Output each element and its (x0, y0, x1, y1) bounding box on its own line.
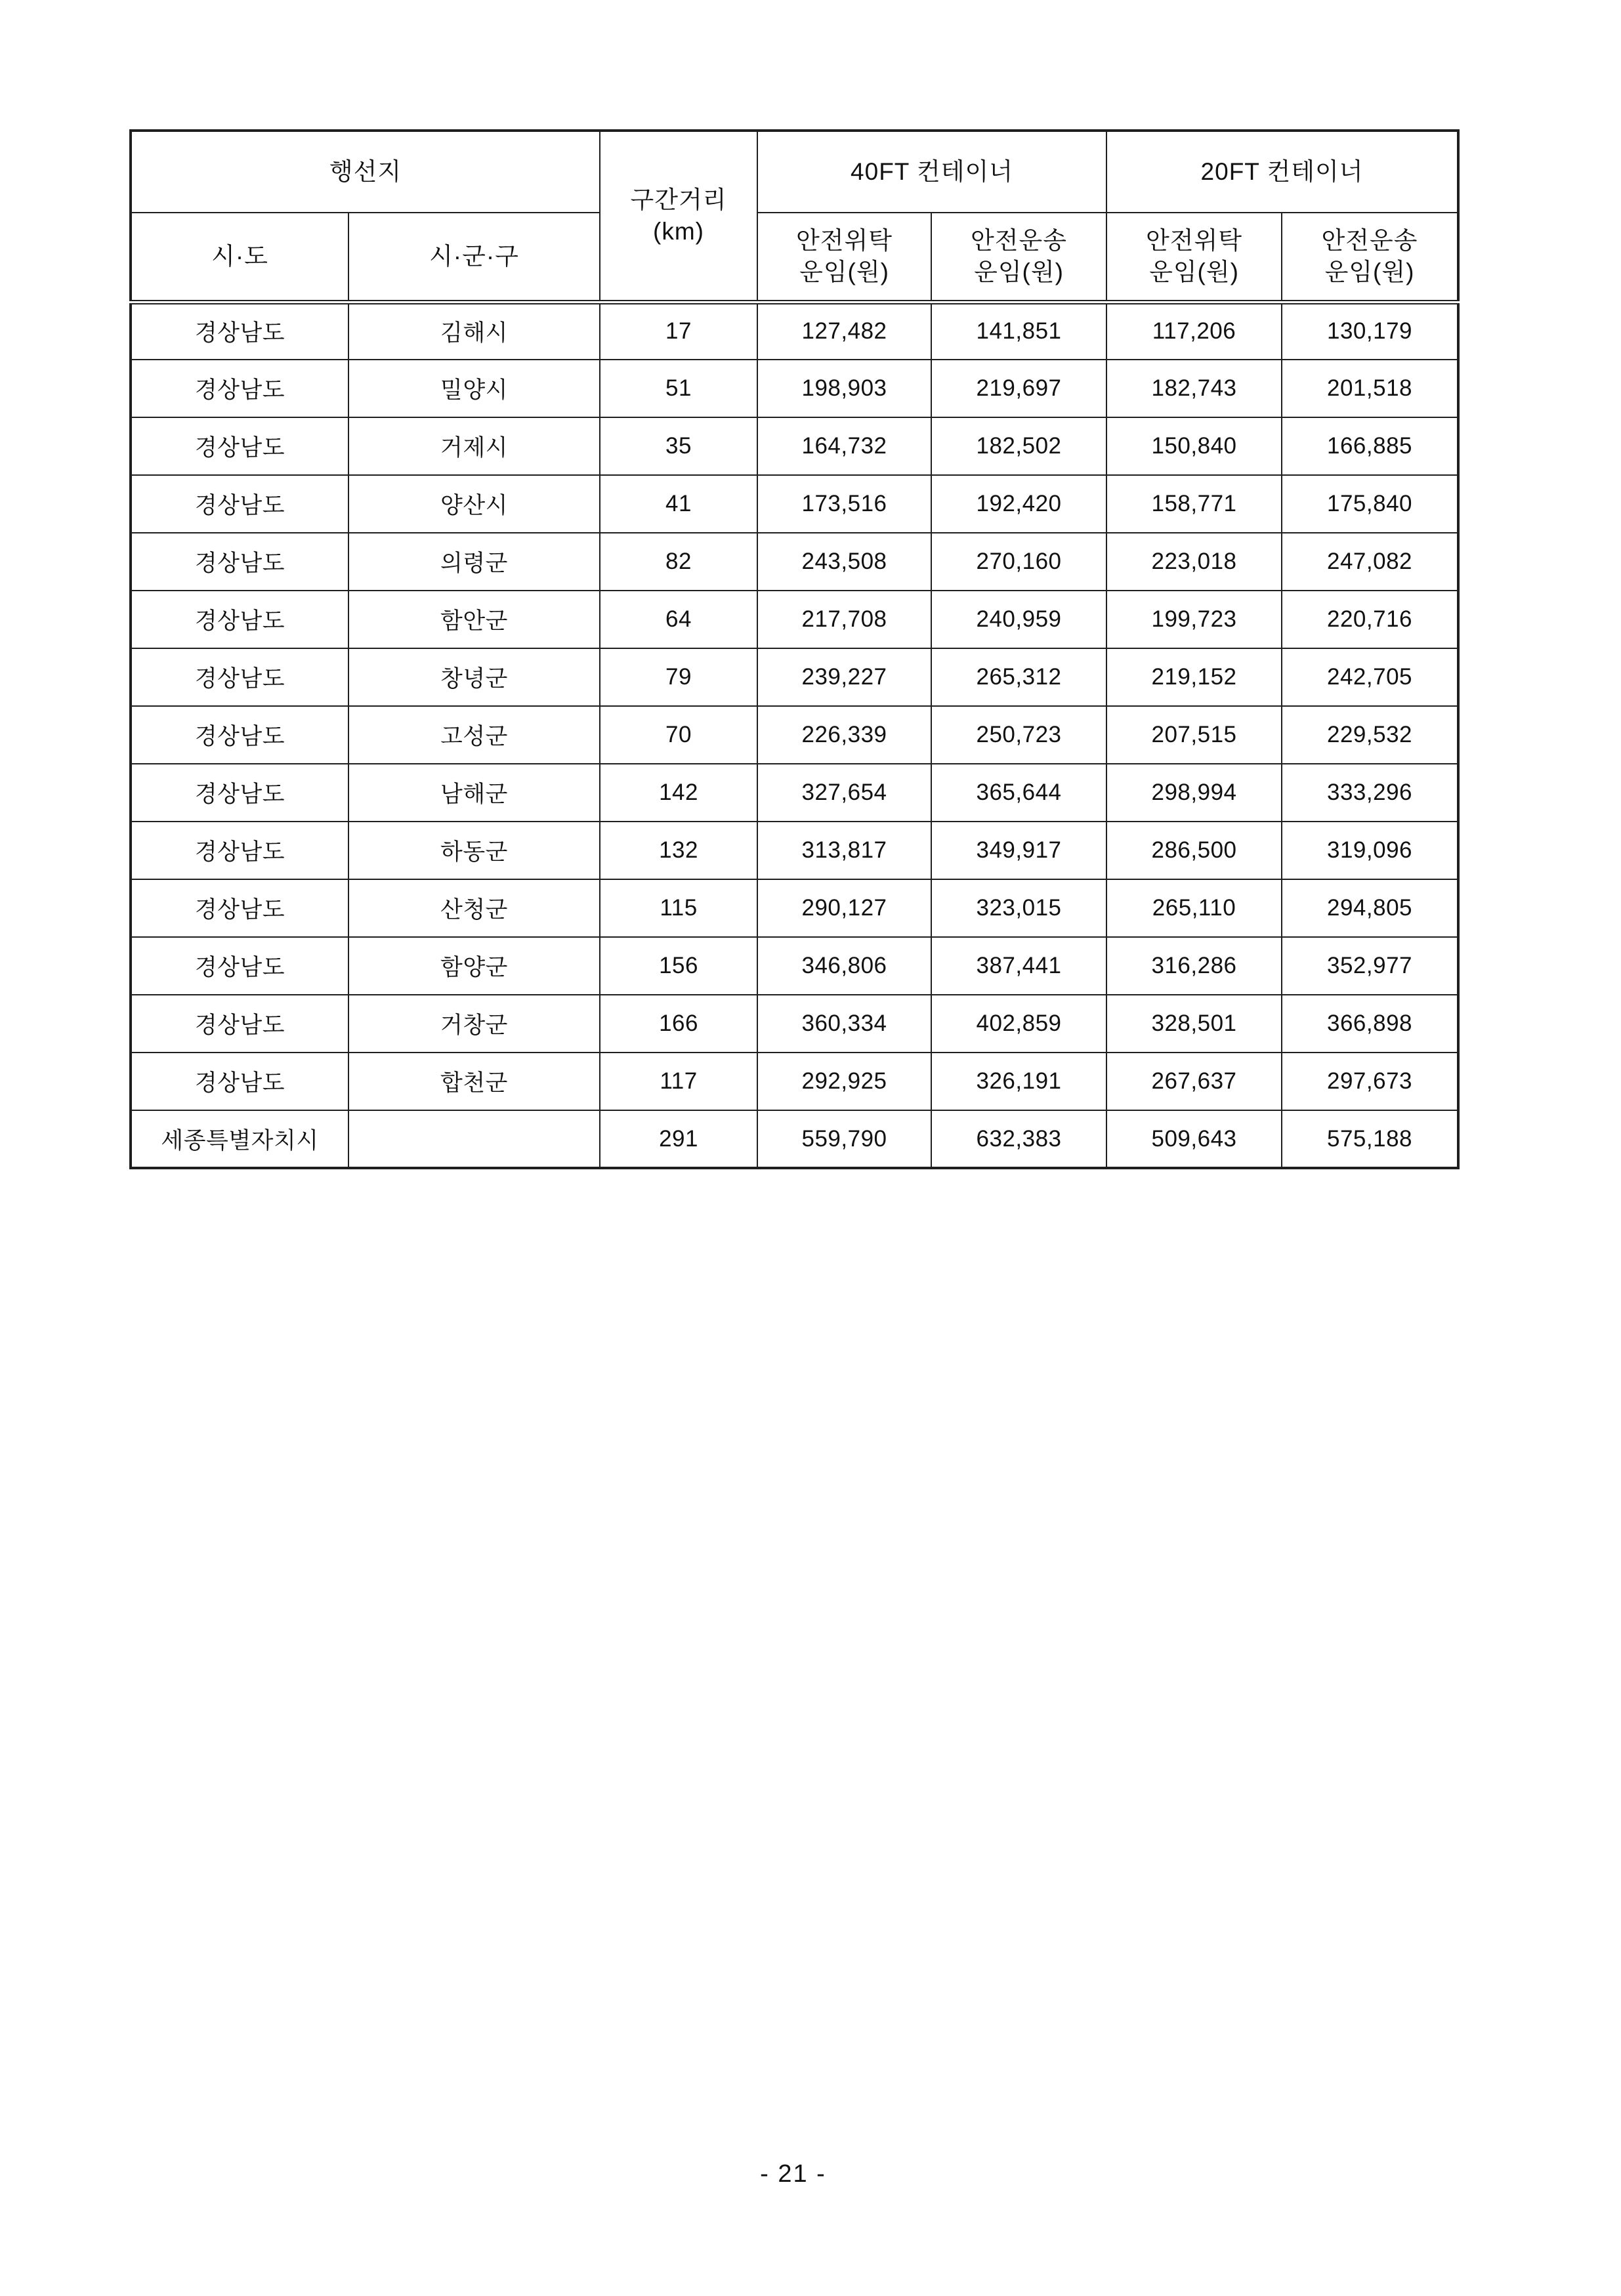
table-cell: 349,917 (931, 822, 1106, 879)
table-cell: 41 (600, 475, 757, 533)
table-cell: 247,082 (1282, 533, 1458, 591)
table-cell: 김해시 (348, 302, 600, 360)
table-cell: 323,015 (931, 879, 1106, 937)
table-cell: 313,817 (757, 822, 931, 879)
table-cell: 173,516 (757, 475, 931, 533)
table-cell (348, 1110, 600, 1168)
table-cell: 242,705 (1282, 648, 1458, 706)
table-cell: 51 (600, 360, 757, 417)
header-20ft-transport-fare (1282, 213, 1458, 302)
table-cell: 166,885 (1282, 417, 1458, 475)
table-cell: 297,673 (1282, 1053, 1458, 1110)
table-cell: 346,806 (757, 937, 931, 995)
table-cell: 158,771 (1106, 475, 1282, 533)
table-cell: 경상남도 (131, 822, 348, 879)
table-cell: 366,898 (1282, 995, 1458, 1053)
table-cell: 327,654 (757, 764, 931, 822)
header-20ft-consign-fare (1106, 213, 1282, 302)
table-cell: 198,903 (757, 360, 931, 417)
fare-header-line2: 운임(원) (1149, 258, 1239, 285)
table-cell: 경상남도 (131, 1053, 348, 1110)
header-distance (600, 131, 757, 302)
table-cell: 세종특별자치시 (131, 1110, 348, 1168)
table-row (131, 706, 1458, 764)
table-cell: 239,227 (757, 648, 931, 706)
table-cell: 298,994 (1106, 764, 1282, 822)
table-cell: 117 (600, 1053, 757, 1110)
table-cell: 333,296 (1282, 764, 1458, 822)
table-cell: 경상남도 (131, 764, 348, 822)
table-row (131, 822, 1458, 879)
table-cell: 합천군 (348, 1053, 600, 1110)
table-cell: 70 (600, 706, 757, 764)
table-cell: 남해군 (348, 764, 600, 822)
table-row (131, 879, 1458, 937)
fare-header-line1: 안전운송 (1321, 226, 1418, 254)
table-cell: 632,383 (931, 1110, 1106, 1168)
table-cell: 창녕군 (348, 648, 600, 706)
table-cell: 156 (600, 937, 757, 995)
table-cell: 127,482 (757, 302, 931, 360)
header-40ft-transport-fare (931, 213, 1106, 302)
table-row (131, 475, 1458, 533)
table-cell: 함안군 (348, 591, 600, 648)
table-row (131, 1110, 1458, 1168)
table-cell: 290,127 (757, 879, 931, 937)
table-cell: 326,191 (931, 1053, 1106, 1110)
table-cell: 243,508 (757, 533, 931, 591)
table-cell: 219,697 (931, 360, 1106, 417)
table-row (131, 937, 1458, 995)
table-cell: 270,160 (931, 533, 1106, 591)
table-cell: 250,723 (931, 706, 1106, 764)
table-cell: 316,286 (1106, 937, 1282, 995)
table-cell: 207,515 (1106, 706, 1282, 764)
table-cell: 219,152 (1106, 648, 1282, 706)
table-cell: 79 (600, 648, 757, 706)
table-cell: 115 (600, 879, 757, 937)
table-cell: 267,637 (1106, 1053, 1282, 1110)
table-cell: 365,644 (931, 764, 1106, 822)
table-cell: 164,732 (757, 417, 931, 475)
table-cell: 141,851 (931, 302, 1106, 360)
table-cell: 265,110 (1106, 879, 1282, 937)
table-cell: 양산시 (348, 475, 600, 533)
table-cell: 328,501 (1106, 995, 1282, 1053)
table-body (131, 302, 1458, 1168)
table-cell: 402,859 (931, 995, 1106, 1053)
table-header (131, 131, 1458, 302)
page-number: - 21 - (760, 2160, 826, 2188)
table-cell: 의령군 (348, 533, 600, 591)
table-cell: 217,708 (757, 591, 931, 648)
table-row (131, 417, 1458, 475)
table-cell: 319,096 (1282, 822, 1458, 879)
table-cell: 387,441 (931, 937, 1106, 995)
table-cell: 경상남도 (131, 937, 348, 995)
table-cell: 117,206 (1106, 302, 1282, 360)
header-sigungu: 시·군·구 (348, 213, 600, 302)
table-cell: 산청군 (348, 879, 600, 937)
table-cell: 142 (600, 764, 757, 822)
header-20ft-container: 20FT 컨테이너 (1106, 131, 1458, 213)
table-cell: 294,805 (1282, 879, 1458, 937)
table-cell: 291 (600, 1110, 757, 1168)
table-cell: 226,339 (757, 706, 931, 764)
table-cell: 223,018 (1106, 533, 1282, 591)
table-cell: 경상남도 (131, 591, 348, 648)
table-cell: 밀양시 (348, 360, 600, 417)
table-cell: 경상남도 (131, 302, 348, 360)
table-row (131, 1053, 1458, 1110)
table-cell: 292,925 (757, 1053, 931, 1110)
table-cell: 559,790 (757, 1110, 931, 1168)
table-cell: 경상남도 (131, 706, 348, 764)
table-row (131, 648, 1458, 706)
table-cell: 286,500 (1106, 822, 1282, 879)
table-cell: 130,179 (1282, 302, 1458, 360)
header-sido: 시·도 (131, 213, 348, 302)
fare-header-line2: 운임(원) (974, 258, 1064, 285)
table-row (131, 360, 1458, 417)
table-cell: 201,518 (1282, 360, 1458, 417)
table-cell: 함양군 (348, 937, 600, 995)
table-cell: 220,716 (1282, 591, 1458, 648)
table-cell: 82 (600, 533, 757, 591)
table-cell: 150,840 (1106, 417, 1282, 475)
fare-header-line2: 운임(원) (1324, 258, 1415, 285)
table-cell: 35 (600, 417, 757, 475)
fare-header-line1: 안전위탁 (796, 226, 893, 254)
table-cell: 166 (600, 995, 757, 1053)
table-cell: 575,188 (1282, 1110, 1458, 1168)
table-cell: 하동군 (348, 822, 600, 879)
table-cell: 거창군 (348, 995, 600, 1053)
table-cell: 경상남도 (131, 417, 348, 475)
header-destination: 행선지 (131, 131, 600, 213)
table-cell: 132 (600, 822, 757, 879)
table-cell: 192,420 (931, 475, 1106, 533)
table-cell: 175,840 (1282, 475, 1458, 533)
table-cell: 64 (600, 591, 757, 648)
table-cell: 경상남도 (131, 648, 348, 706)
table-row (131, 591, 1458, 648)
table-cell: 고성군 (348, 706, 600, 764)
table-cell: 경상남도 (131, 533, 348, 591)
table-cell: 경상남도 (131, 360, 348, 417)
table-row (131, 764, 1458, 822)
table-cell: 509,643 (1106, 1110, 1282, 1168)
fare-header-line1: 안전운송 (971, 226, 1067, 254)
fare-header-line1: 안전위탁 (1146, 226, 1242, 254)
table-cell: 17 (600, 302, 757, 360)
table-cell: 360,334 (757, 995, 931, 1053)
table-cell: 경상남도 (131, 879, 348, 937)
fare-header-line2: 운임(원) (799, 258, 889, 285)
table-cell: 경상남도 (131, 475, 348, 533)
header-40ft-consign-fare (757, 213, 931, 302)
table-cell: 182,502 (931, 417, 1106, 475)
header-distance-line2: (km) (653, 217, 704, 245)
table-cell: 경상남도 (131, 995, 348, 1053)
table-row (131, 302, 1458, 360)
table-cell: 240,959 (931, 591, 1106, 648)
table-cell: 거제시 (348, 417, 600, 475)
table-row (131, 533, 1458, 591)
freight-fare-table (129, 129, 1460, 1169)
table-cell: 229,532 (1282, 706, 1458, 764)
table-cell: 352,977 (1282, 937, 1458, 995)
table-cell: 199,723 (1106, 591, 1282, 648)
header-40ft-container: 40FT 컨테이너 (757, 131, 1106, 213)
table-row (131, 995, 1458, 1053)
table-cell: 265,312 (931, 648, 1106, 706)
header-distance-line1: 구간거리 (630, 186, 727, 213)
table-cell: 182,743 (1106, 360, 1282, 417)
